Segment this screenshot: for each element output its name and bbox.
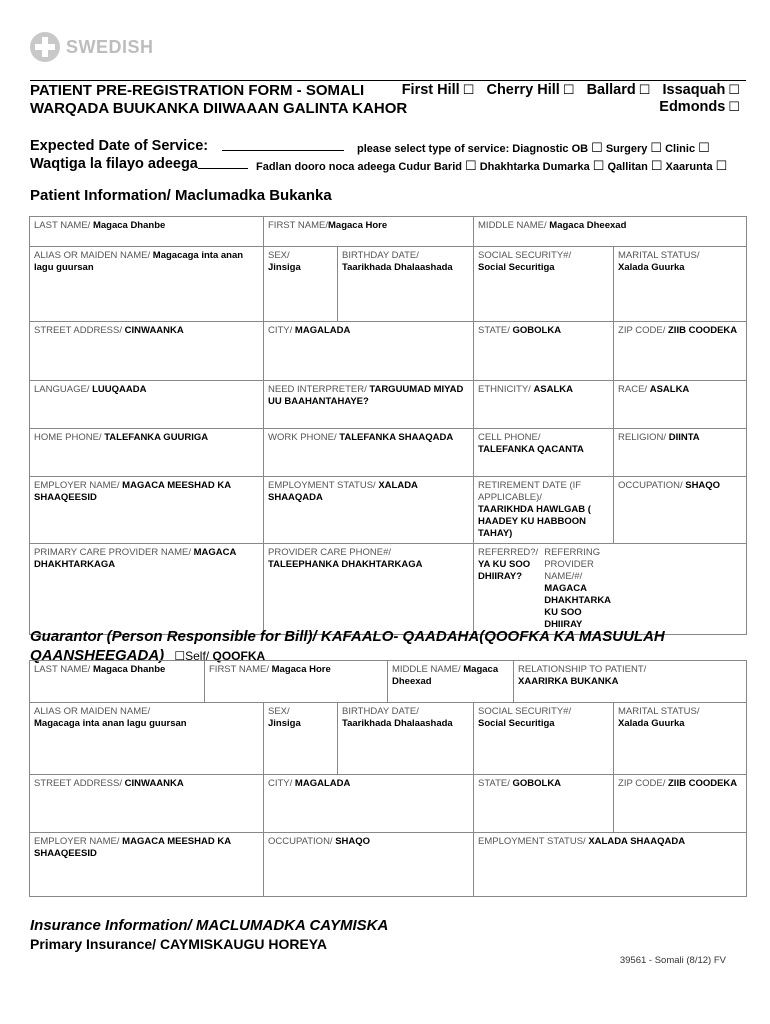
site-first-hill[interactable]: First Hill ☐ [402, 82, 475, 98]
guarantor-self-checkbox[interactable]: ☐Self/ QOOFKA [174, 649, 266, 663]
site-edmonds[interactable]: Edmonds ☐ [659, 99, 740, 115]
site-options [402, 82, 740, 98]
guarantor-ssn-field[interactable]: SOCIAL SECURITY#/ Social Securitiga [474, 703, 614, 775]
service-type-en: please select type of service: Diagnostic OB ☐ Surgery ☐ Clinic ☐ [357, 140, 710, 156]
expected-date-label: Expected Date of Service: [30, 138, 209, 154]
patient-employer-field[interactable]: EMPLOYER NAME/ MAGACA MEESHAD KA SHAAQEESID [30, 477, 264, 544]
service-clinic[interactable]: Clinic ☐ [665, 143, 710, 155]
patient-work-phone-field[interactable]: WORK PHONE/ TALEFANKA SHAAQADA [264, 429, 474, 477]
patient-ethnicity-field[interactable]: ETHNICITY/ ASALKA [474, 381, 614, 429]
guarantor-relationship-field[interactable]: RELATIONSHIP TO PATIENT/ XAARIRKA BUKANKA [514, 661, 747, 703]
form-id: 39561 - Somali (8/12) FV [619, 955, 726, 966]
patient-alias-field[interactable]: ALIAS OR MAIDEN NAME/ Magacaga inta anan lagu guursan [30, 247, 264, 322]
expected-date-label-so: Waqtiga la filayo adeega [30, 156, 198, 172]
site-cherry-hill[interactable]: Cherry Hill ☐ [486, 82, 574, 98]
patient-info-heading: Patient Information/ Maclumadka Bukanka [30, 187, 332, 204]
guarantor-heading: Guarantor (Person Responsible for Bill)/ KAFAALO- QAADAHA(QOOFKA KA MASUULAH QAANSHEEGADA) ☐Self/ QOOFKA [30, 628, 665, 664]
guarantor-occupation-field[interactable]: OCCUPATION/ SHAQO [264, 833, 474, 897]
patient-middle-name-field[interactable]: MIDDLE NAME/ Magaca Dheexad [474, 217, 747, 247]
patient-marital-field[interactable]: MARITAL STATUS/ Xalada Guurka [614, 247, 747, 322]
service-xaarunta[interactable]: Xaarunta ☐ [666, 161, 728, 173]
site-issaquah[interactable]: Issaquah ☐ [662, 82, 740, 98]
patient-cell-phone-field[interactable]: CELL PHONE/ TALEFANKA QACANTA [474, 429, 614, 477]
guarantor-last-name-field[interactable]: LAST NAME/ Magaca Dhanbe [30, 661, 205, 703]
patient-language-field[interactable]: LANGUAGE/ LUUQAADA [30, 381, 264, 429]
guarantor-employer-field[interactable]: EMPLOYER NAME/ MAGACA MEESHAD KA SHAAQEESID [30, 833, 264, 897]
patient-birthday-field[interactable]: BIRTHDAY DATE/ Taarikhada Dhalaashada [338, 247, 474, 322]
expected-date-field-so[interactable] [198, 168, 248, 169]
guarantor-table [29, 660, 747, 897]
patient-city-field[interactable]: CITY/ MAGALADA [264, 322, 474, 381]
patient-ssn-field[interactable]: SOCIAL SECURITY#/ Social Securitiga [474, 247, 614, 322]
insurance-heading: Insurance Information/ MACLUMADKA CAYMISKA [30, 917, 389, 934]
service-type-so: Fadlan dooro noca adeega Cudur Barid ☐ Dhakhtarka Dumarka ☐ Qallitan ☐ Xaarunta ☐ [256, 158, 727, 174]
guarantor-street-field[interactable]: STREET ADDRESS/ CINWAANKA [30, 775, 264, 833]
guarantor-alias-field[interactable]: ALIAS OR MAIDEN NAME/ Magacaga inta anan lagu guursan [30, 703, 264, 775]
patient-state-field[interactable]: STATE/ GOBOLKA [474, 322, 614, 381]
logo-text: SWEDISH [66, 36, 154, 57]
guarantor-middle-name-field[interactable]: MIDDLE NAME/ Magaca Dheexad [388, 661, 514, 703]
cross-logo-icon [30, 32, 60, 62]
service-qallitan[interactable]: Qallitan ☐ [607, 161, 662, 173]
guarantor-emp-status-field[interactable]: EMPLOYMENT STATUS/ XALADA SHAAQADA [474, 833, 747, 897]
patient-race-field[interactable]: RACE/ ASALKA [614, 381, 747, 429]
guarantor-state-field[interactable]: STATE/ GOBOLKA [474, 775, 614, 833]
guarantor-sex-field[interactable]: SEX/ Jinsiga [264, 703, 338, 775]
patient-provider-phone-field[interactable]: PROVIDER CARE PHONE#/ TALEEPHANKA DHAKHTARKAGA [264, 544, 474, 635]
guarantor-city-field[interactable]: CITY/ MAGALADA [264, 775, 474, 833]
guarantor-first-name-field[interactable]: FIRST NAME/ Magaca Hore [205, 661, 388, 703]
expected-date-field[interactable] [222, 150, 344, 151]
patient-last-name-field[interactable]: LAST NAME/ Magaca Dhanbe [30, 217, 264, 247]
service-dumarka[interactable]: Dhakhtarka Dumarka ☐ [480, 161, 605, 173]
patient-home-phone-field[interactable]: HOME PHONE/ TALEFANKA GUURIGA [30, 429, 264, 477]
form-title-en: PATIENT PRE-REGISTRATION FORM - SOMALI [30, 82, 365, 99]
form-title-so: WARQADA BUUKANKA DIIWAAAN GALINTA KAHOR [30, 100, 408, 117]
patient-occupation-field[interactable]: OCCUPATION/ SHAQO [614, 477, 747, 544]
patient-retirement-field[interactable]: RETIREMENT DATE (IF APPLICABLE)/ TAARIKHDA HAWLGAB ( HAADEY KU HABBOON TAHAY) [474, 477, 614, 544]
patient-pcp-field[interactable]: PRIMARY CARE PROVIDER NAME/ MAGACA DHAKHTARKAGA [30, 544, 264, 635]
service-surgery[interactable]: Surgery ☐ [606, 143, 662, 155]
patient-zip-field[interactable]: ZIP CODE/ ZIIB COODEKA [614, 322, 747, 381]
patient-street-field[interactable]: STREET ADDRESS/ CINWAANKA [30, 322, 264, 381]
guarantor-marital-field[interactable]: MARITAL STATUS/ Xalada Guurka [614, 703, 747, 775]
patient-emp-status-field[interactable]: EMPLOYMENT STATUS/ XALADA SHAAQADA [264, 477, 474, 544]
patient-sex-field[interactable]: SEX/ Jinsiga [264, 247, 338, 322]
guarantor-zip-field[interactable]: ZIP CODE/ ZIIB COODEKA [614, 775, 747, 833]
patient-referred-field[interactable]: REFERRED?/ YA KU SOO DHIIRAY? REFERRING PROVIDER NAME/#/ MAGACA DHAKHTARKA KU SOO DHIIRAY [474, 544, 614, 635]
primary-insurance-label: Primary Insurance/ CAYMISKAUGU HOREYA [30, 936, 327, 952]
patient-interpreter-field[interactable]: NEED INTERPRETER/ TARGUUMAD MIYAD UU BAAHANTAHAYE? [264, 381, 474, 429]
patient-info-table [29, 216, 747, 635]
patient-first-name-field[interactable]: FIRST NAME/Magaca Hore [264, 217, 474, 247]
guarantor-birthday-field[interactable]: BIRTHDAY DATE/ Taarikhada Dhalaashada [338, 703, 474, 775]
site-ballard[interactable]: Ballard ☐ [587, 82, 651, 98]
patient-religion-field[interactable]: RELIGION/ DIINTA [614, 429, 747, 477]
swedish-logo [30, 32, 154, 62]
